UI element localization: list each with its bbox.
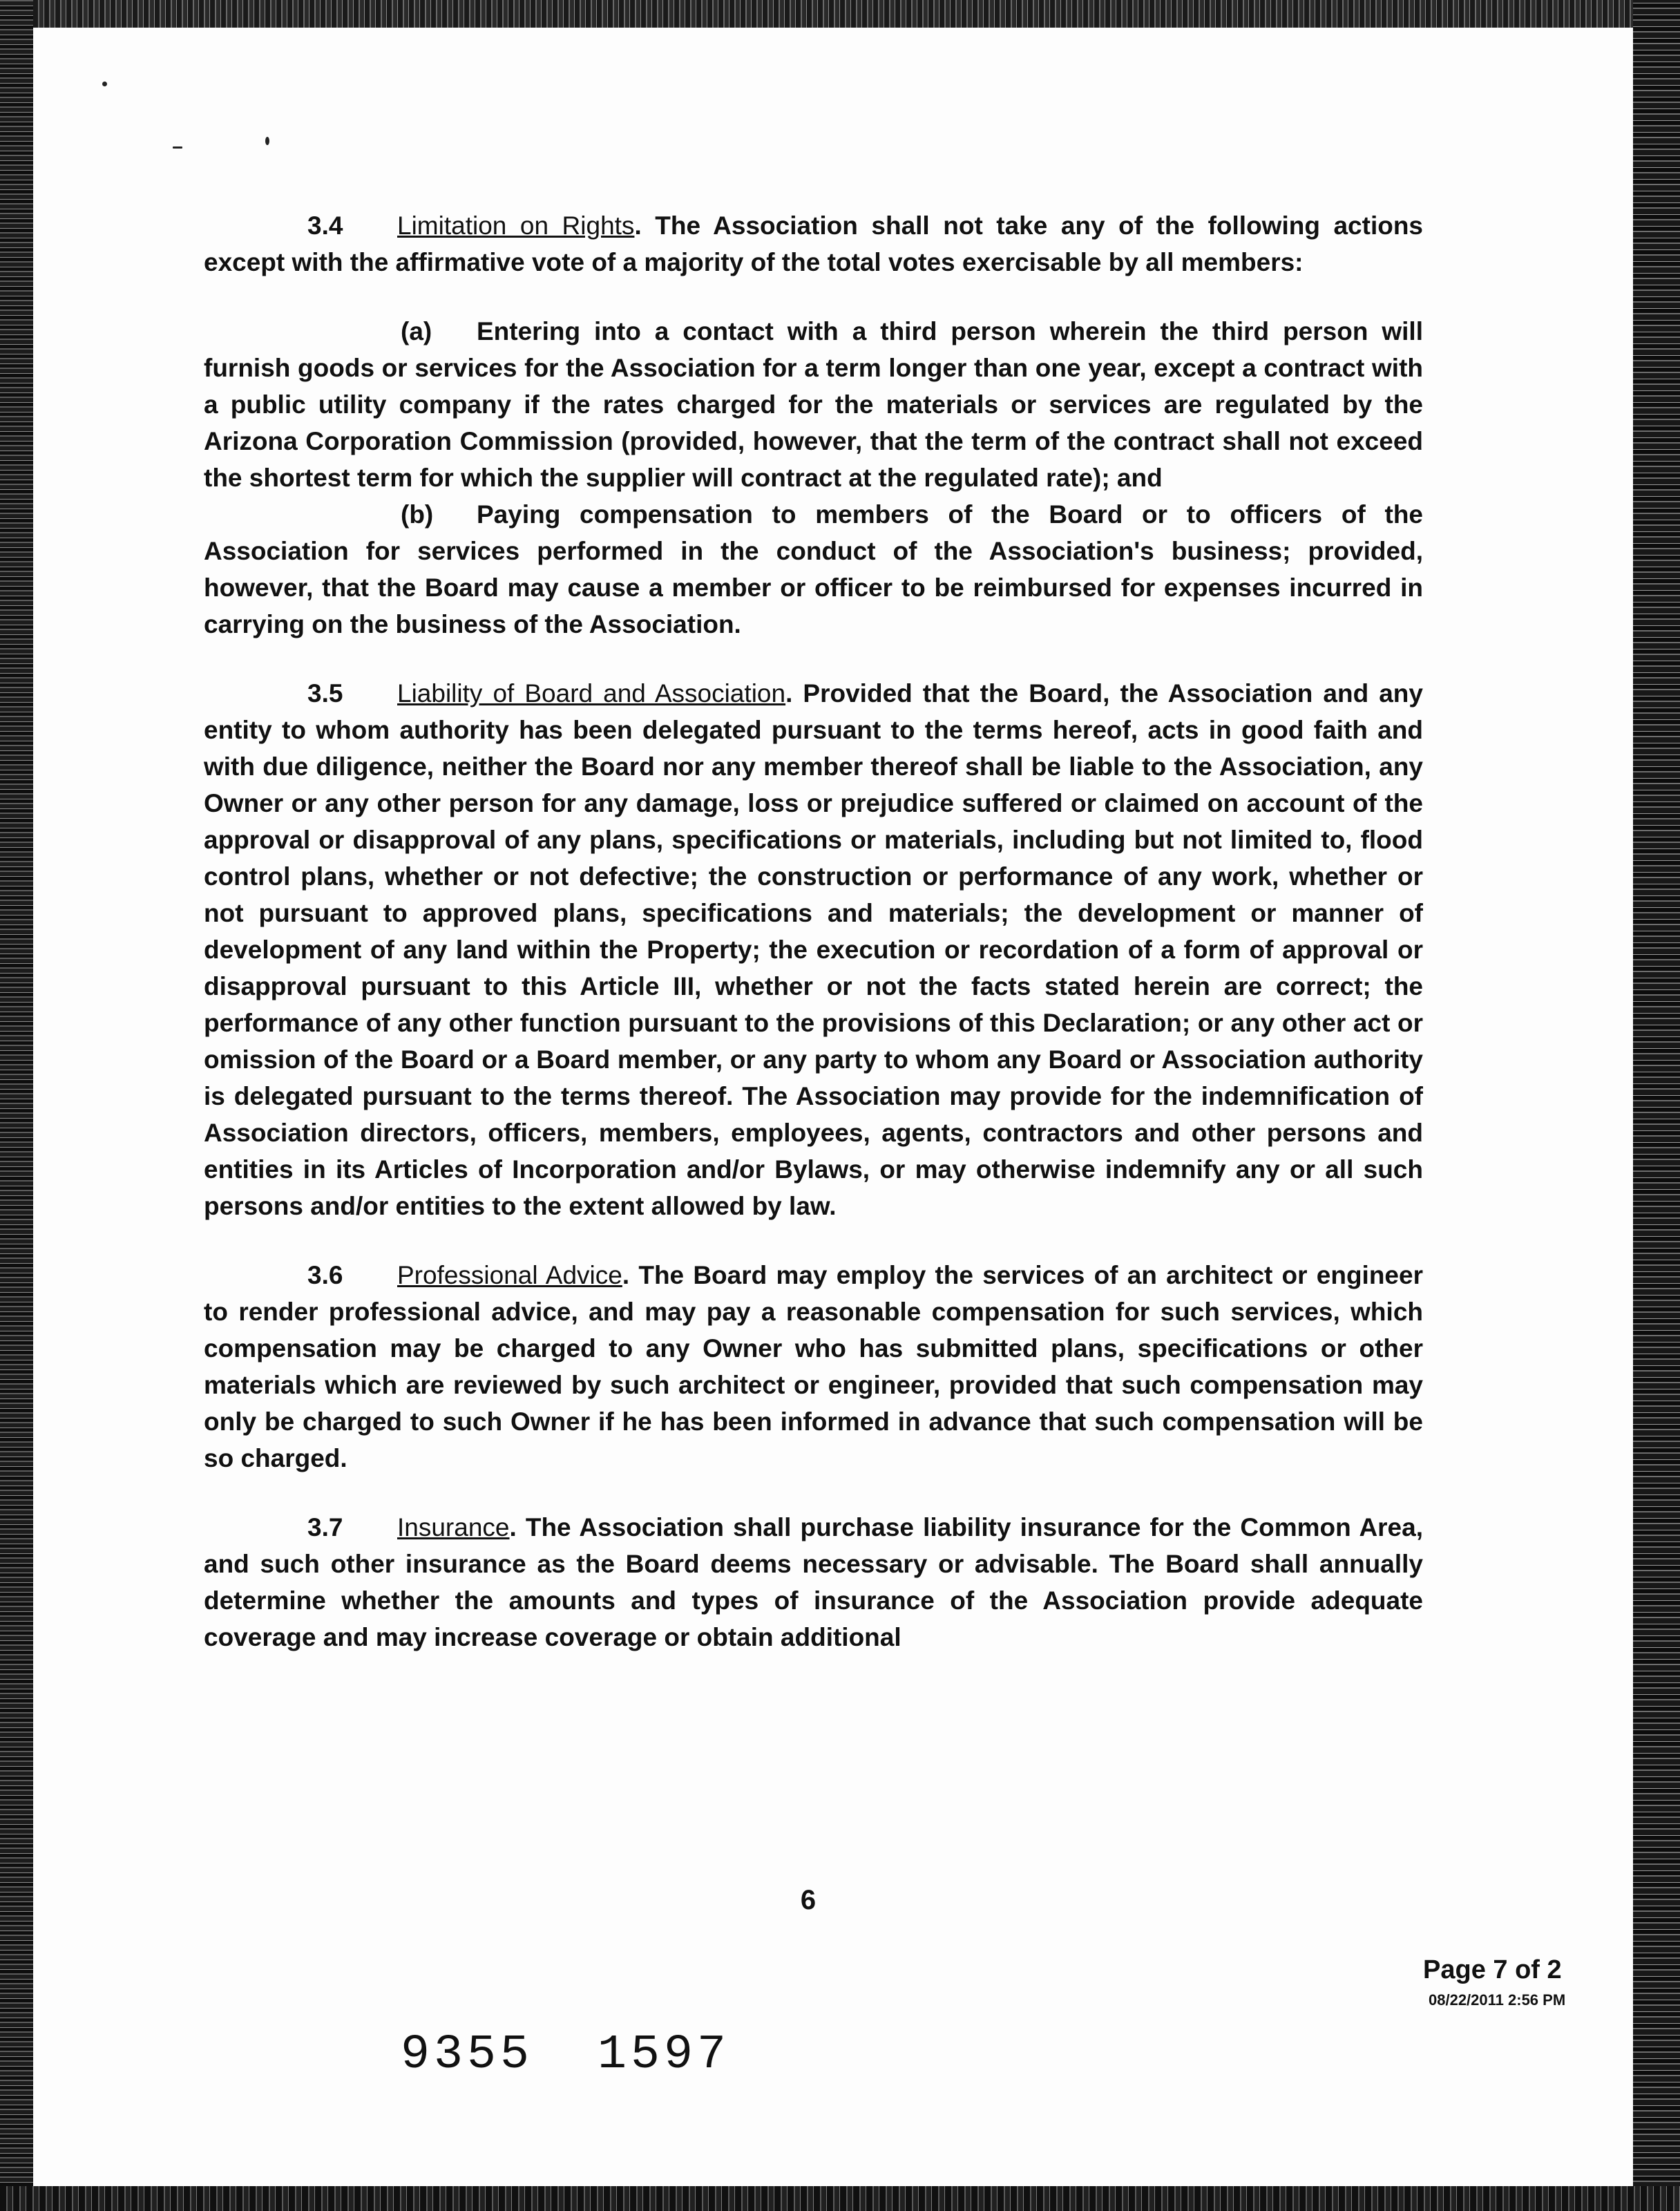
section-number: 3.7: [307, 1513, 343, 1541]
section-3-7: [204, 1509, 1423, 1655]
subsection-a: [204, 313, 1423, 496]
subsection-text: Entering into a contact with a third person wherein the third person will furnish goods or services for the Association for a term longer than one year, except a contract with a public utility company if the rates charged for the materials or services are regulated by the Arizona Corporation Commission (provided, however, that the term of the contract shall not exceed the shortest term for which the supplier will contract at the regulated rate); and: [204, 317, 1423, 492]
section-text: . Provided that the Board, the Association and any entity to whom authority has been delegated pursuant to the terms hereof, acts in good faith and with due diligence, neither the Board nor any member thereof shall be liable to the Association, any Owner or any other person for any damage, loss or prejudice suffered or claimed on account of the approval or disapproval of any plans, specifications or materials, including but not limited to, flood control plans, whether or not defective; the construction or performance of any work, whether or not pursuant to approved plans, specifications and materials; the development or manner of development of any land within the Property; the execution or recordation of a form of approval or disapproval pursuant to this Article III, whether or not the facts stated herein are correct; the performance of any other function pursuant to the provisions of this Declaration; or any other act or omission of the Board or a Board member, or any party to whom any Board or Association authority is delegated pursuant to the terms thereof. The Association may provide for the indemnification of Association directors, officers, members, employees, agents, contractors and other persons and entities in its Articles of Incorporation and/or Bylaws, or may otherwise indemnify any or all such persons and/or entities to the extent allowed by law.: [204, 679, 1423, 1220]
recording-book-number: 9355: [401, 2028, 534, 2082]
section-number: 3.5: [307, 679, 343, 708]
section-title: Professional Advice: [397, 1261, 622, 1289]
scan-border-right: [1633, 0, 1680, 2211]
section-text: . The Board may employ the services of an architect or engineer to render professional advice, and may pay a reasonable compensation for such services, which compensation may be charged to any Owner who has submitted plans, specifications or other materials which are reviewed by such architect or engineer, provided that such compensation may only be charged to such Owner if he has been informed in advance that such compensation will be so charged.: [204, 1261, 1423, 1472]
section-number: 3.6: [307, 1261, 343, 1289]
print-timestamp: 08/22/2011 2:56 PM: [1429, 1991, 1566, 2009]
scan-speck: [102, 82, 107, 86]
scan-border-left: [0, 0, 33, 2211]
scan-speck: [173, 146, 182, 149]
page-indicator: Page 7 of 2: [1423, 1955, 1562, 1984]
section-3-6: [204, 1257, 1423, 1477]
scan-border-top: [0, 0, 1680, 28]
subsection-b: [204, 496, 1423, 643]
section-title: Insurance: [397, 1513, 510, 1541]
section-title: Limitation on Rights: [397, 211, 635, 240]
subsection-label: (a): [401, 317, 432, 345]
scan-border-bottom: [0, 2186, 1680, 2211]
recording-page-number: 1597: [598, 2028, 731, 2082]
section-text: . The Association shall not take any of the following actions except with the affirmative vote of a majority of the total votes exercisable by all members:: [204, 211, 1423, 276]
section-3-4: [204, 207, 1423, 281]
section-number: 3.4: [307, 211, 343, 240]
section-title: Liability of Board and Association: [397, 679, 786, 708]
section-text: . The Association shall purchase liability insurance for the Common Area, and such other insurance as the Board deems necessary or advisable. The Board shall annually determine whether the amounts and types of insurance of the Association provide adequate coverage and may increase coverage or obtain additional: [204, 1513, 1423, 1651]
document-body: [204, 207, 1423, 1655]
section-3-5: [204, 675, 1423, 1224]
scan-speck: [265, 137, 269, 145]
subsection-label: (b): [401, 500, 434, 529]
subsection-text: Paying compensation to members of the Board or to officers of the Association for services performed in the conduct of the Association's business; provided, however, that the Board may cause a member or officer to be reimbursed for expenses incurred in carrying on the business of the Association.: [204, 500, 1423, 638]
page-number: 6: [800, 1885, 817, 1915]
